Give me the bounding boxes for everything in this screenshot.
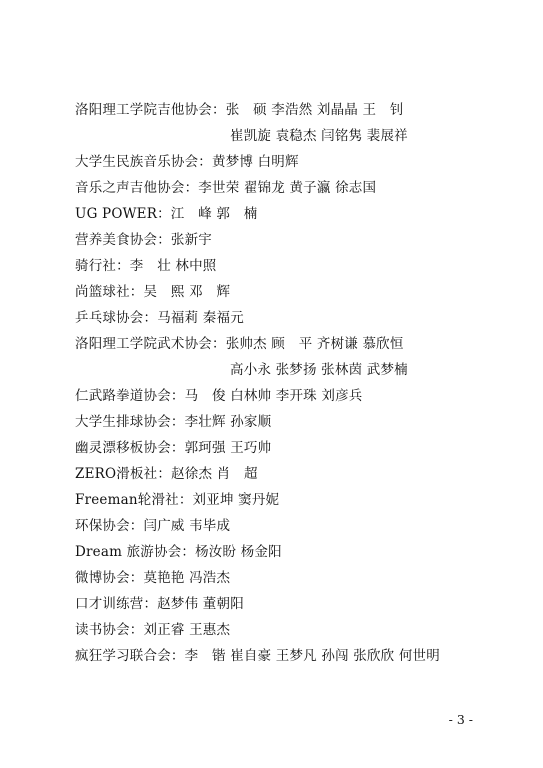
list-item: Dream 旅游协会：杨汝盼 杨金阳 — [75, 544, 282, 560]
list-item: 环保协会：闫广威 韦毕成 — [75, 518, 231, 534]
list-item: 幽灵漂移板协会：郭珂强 王巧帅 — [75, 440, 272, 456]
list-item: 骑行社：李 壮 林中照 — [75, 258, 217, 274]
list-item: 仁武路拳道协会：马 俊 白林帅 李开珠 刘彦兵 — [75, 388, 363, 404]
list-item-continuation: 高小永 张梦扬 张林茵 武梦楠 — [230, 362, 408, 378]
list-item: 营养美食协会：张新宇 — [75, 232, 212, 248]
list-item: Freeman轮滑社：刘亚坤 窦丹妮 — [75, 492, 280, 508]
list-item: 大学生排球协会：李壮辉 孙家顺 — [75, 414, 272, 430]
list-item: 尚篮球社：吴 熙 邓 辉 — [75, 284, 231, 300]
page-number: - 3 - — [448, 712, 473, 727]
list-item: ZERO滑板社：赵徐杰 肖 超 — [75, 466, 258, 482]
list-item: 乒乓球协会：马福莉 秦福元 — [75, 310, 244, 326]
list-item: 口才训练营：赵梦伟 董朝阳 — [75, 596, 244, 612]
list-item: 大学生民族音乐协会：黄梦博 白明辉 — [75, 154, 299, 170]
list-item-continuation: 崔凯旋 袁稳杰 闫铭隽 裴展祥 — [230, 128, 408, 144]
association-member-list — [75, 97, 515, 669]
list-item: 疯狂学习联合会：李 锴 崔自豪 王梦凡 孙闯 张欣欣 何世明 — [75, 648, 440, 664]
list-item: UG POWER：江 峰 郭 楠 — [75, 206, 258, 222]
list-item: 读书协会：刘正睿 王惠杰 — [75, 622, 231, 638]
list-item: 洛阳理工学院武术协会：张帅杰 顾 平 齐树谦 慕欣恒 — [75, 336, 404, 352]
list-item: 微博协会：莫艳艳 冯浩杰 — [75, 570, 231, 586]
list-item: 洛阳理工学院吉他协会：张 硕 李浩然 刘晶晶 王 钊 — [75, 102, 404, 118]
list-item: 音乐之声吉他协会：李世荣 翟锦龙 黄子瀛 徐志国 — [75, 180, 377, 196]
